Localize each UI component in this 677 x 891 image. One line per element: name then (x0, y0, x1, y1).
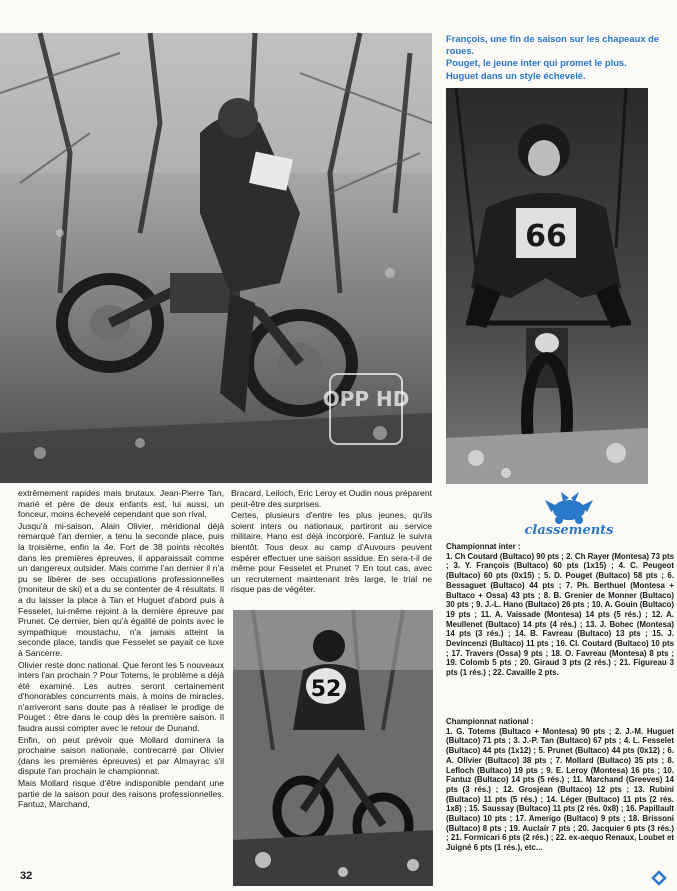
article-column-1 (18, 488, 224, 810)
paragraph: Certes, plusieurs d'entre les plus jeunes, qu'ils soient inters ou nationaux, partiront au service militaire. Hano est déjà incorporé. Fantuz le suivra bientôt. Tous deux au camp d'Auvours peuvent espérer effectuer une saison assidue. En sera-t-il de même pour Fesselet et Prunet ? En tout cas, avec un recrutement maintenant très large, le trial ne risque pas de végéter. (231, 510, 432, 595)
paragraph: Mais Mollard risque d'être indisponible pendant une partie de la saison pour des raisons professionnelles. Fantuz, Marchand, (18, 778, 224, 810)
results-inter (446, 542, 674, 678)
article-column-2 (231, 488, 432, 595)
paragraph: Jusqu'à mi-saison, Alain Olivier, méridional déjà remarqué l'an dernier, a tenu la seconde place, puis la troisième, enfin la 4e. Fort de 38 points récoltés dans les premières épreuves, il apparaissait comme un dangereux outsider. Mais comme l'an dernier il n'a pu se libérer de ses occupations professionnelles (moniteur de ski) et a du se contenter de 4 résultats. Il a du laisser la place à Tan et Huguet d'abord puis à Fesselet, lui-même rejoint à la dernière épreuve par Prunet. Ce dernier, bien qu'à égalité de points avec le sympathique moustachu, n'a jamais atteint la seconde place, tandis que Fesselet se payait ce luxe à Sancerre. (18, 520, 224, 658)
results-inter-title: Championnat inter : (446, 542, 521, 551)
caption-line: Pouget, le jeune inter qui promet le plus. (446, 57, 627, 69)
diamond-icon (651, 870, 667, 886)
results-national-list: 1. G. Totems (Bultaco + Montesa) 90 pts ; 2. J.-M. Huguet (Bultaco) 71 pts ; 3. J.-P. Tan (Bultaco) 67 pts ; 4. L. Fesselet (Bultaco) 44 pts (1x12) ; 5. Prunet (Bultaco) 44 pts (0x12) ; 6. A. Olivier (Bultaco) 38 pts ; 7. Mollard (Bultaco) 35 pts ; 8. Lefloch (Bultaco) 19 pts ; 9. E. Leroy (Montesa) 16 pts ; 10. Fantuz (Bultaco) 14 pts (5 rés.) ; 11. Marchand (Greeves) 14 pts (3 rés.) ; 12. Grosjean (Bultaco) 12 pts ; 13. Rubini (Bultaco) 11 pts (5 rés.) ; 14. Léger (Bultaco) 11 pts (2 rés. 1x8) ; 15. Saussay (Bultaco) 11 pts (2 rés. 0x8) ; 16. Papillault (Bultaco) 10 pts ; 17. Amerigo (Bultaco) 9 pts ; 18. Brissoni (Bultaco) 8 pts ; 19. Auclair 7 pts ; 20. Jacquier 6 pts (3 rés.) ; 21. Formicari 6 pts (2 rés.) ; 22. ex-aequo Renaux, Loubet et Juigné 6 pts (1 rés.), etc... (446, 726, 675, 853)
caption-line: François, une fin de saison sur les chapeaux de roues. (446, 33, 660, 56)
results-national-title: Championnat national : (446, 717, 534, 726)
photo-rider-52 (233, 610, 433, 886)
plate-number: 66 (525, 219, 567, 254)
watermark-text: OPP HD (322, 387, 410, 411)
results-national (446, 717, 674, 853)
classements-logo (521, 488, 617, 538)
paragraph: Enfin, on peut prévoir que Mollard dominera la prochaine saison nationale, contrecarré par Olivier (dans les premières épreuves) et par Almayrac s'il dispute l'an prochain le championnat. (18, 734, 224, 777)
photo-captions (446, 33, 671, 82)
paragraph: Bracard, Leiloch, Eric Leroy et Oudin nous préparent peut-être des surprises. (231, 488, 432, 509)
plate-number: 52 (310, 677, 342, 702)
caption-line: Huguet dans un style échevelé. (446, 69, 586, 81)
page-number: 32 (20, 870, 33, 882)
results-inter-list: 1. Ch Coutard (Bultaco) 90 pts ; 2. Ch Rayer (Montesa) 73 pts ; 3. Y. François (Bultaco) 60 pts (1x15) ; 4. C. Peugeot (Bultaco) 60 pts (0x15) ; 5. D. Pouget (Bultaco) 58 pts ; 6. Bessaguet (Bultaco) 44 pts ; 7. Ph. Berthuel (Montesa + Bultaco + Ossa) 43 pts ; 8. B. Grenier de Monner (Bultaco) 30 pts ; 9. J.-L. Hano (Bultaco) 26 pts ; 10. A. Gouin (Bultaco) 19 pts ; 11. A. Vaissade (Montesa) 14 pts (5 rés.) ; 12. A. Meullenet (Bultaco) 14 pts (4 rés.) ; 13. J. Bohec (Montesa) 14 pts (3 rés.) ; 14. B. Favreau (Bultaco) 13 pts ; 15. J. Devincenzi (Bultaco) 11 pts ; 16. Cl. Coutard (Bultaco) 10 pts ; 17. Travers (Ossa) 9 pts ; 18. O. Favreau (Montesa) 8 pts ; 19. Colomb 5 pts ; 20. Giraud 3 pts (2 rés.) ; 21. Figureau 3 pts (1 rés.) ; 22. Cavaille 2 pts. (446, 551, 674, 678)
photo-rider-66 (446, 88, 648, 484)
classements-text: classements (524, 523, 614, 538)
paragraph: Olivier reste donc national. Que feront les 5 nouveaux inters l'an prochain ? Pour Totems, le problème a déjà été examiné. Les autres seront certainement d'honorables concurrents mais, à moins de miracles, n'arriveront sans doute pas à réaliser le prodige de Pouget : être dans le coup dès la première saison. Il faudra aussi compter avec le retour de Dunand. (18, 659, 224, 734)
watermark-logo (322, 372, 410, 446)
paragraph: extrêmement rapides mais brutaux. Jean-Pierre Tan, marié et père de deux enfants est, lui aussi, un fonceur, moins échevelé cependant que son rival. (18, 488, 224, 520)
